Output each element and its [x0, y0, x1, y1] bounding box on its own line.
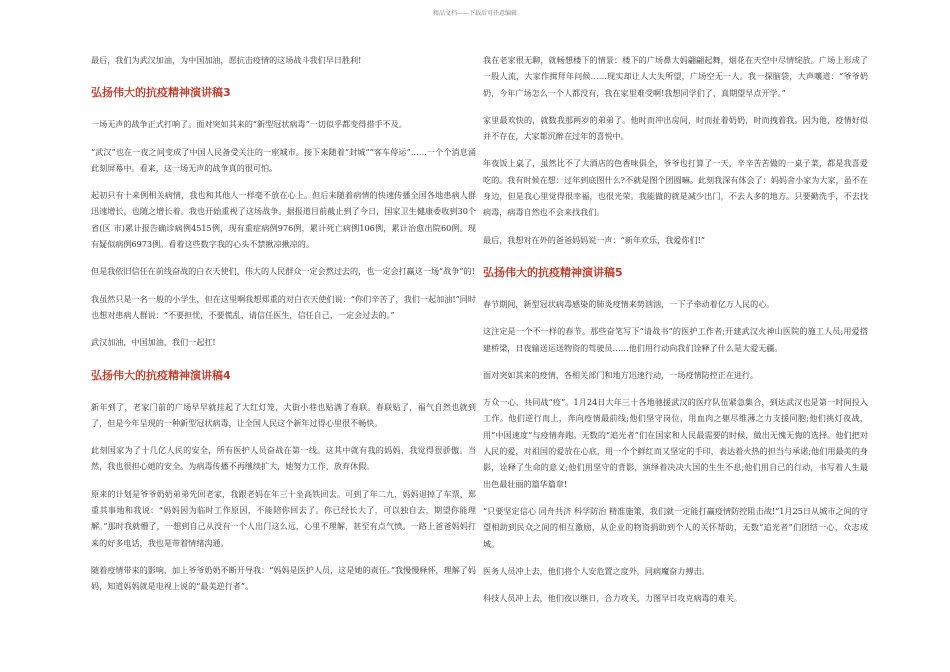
paragraph: 这注定是一个不一样的春节。那些奋笔写下“请战书”的医护工作者;开建武汉火神山医院的施工人员;用爱搭建桥梁，日夜输送运送物资的驾驶员……他们用行动向我们诠释了什么是大爱无疆。	[483, 326, 868, 353]
section-heading: 弘扬伟大的抗疫精神演讲稿4	[91, 368, 231, 382]
paragraph: “只要坚定信心 同舟共济 科学防治 精准施策，我们就一定能打赢疫情防控阻击战!”1月25日从城市之间的守望相助到民众之间的相互激励，从企业的物资捐助到个人的关怀帮助，无数“追光者”们团结一心，众志成城。	[483, 505, 868, 549]
paragraph: 我在老家很无聊，就畅想楼下的情景：楼下的广场鼻大妈翩翩起舞，烟花在天空中尽情绽放。广场上形成了一股人流，大家作揖拜年问候……现实却让人大失所望，广场空无一人。我一探脑袋，大声嚷道：“爷爷奶奶，今年广场怎么一个人都没有，我在家里难受啊!我想同学们了，真期望早点开学。”	[483, 55, 868, 98]
paragraph: 家里最欢快的，就数我那两岁的弟弟了。他时而冲出房间，时而扯着奶奶，时而拽着我。因为他，疫情好似并不存在，大家都沉醉在过年的喜悦中。	[483, 114, 868, 142]
paragraph: 原来的计划是爷爷奶奶弟弟先回老家，我跟老妈在年三十坐高铁回去。可到了年二九，妈妈退掉了车票，郑重其事地和我说：“妈妈因为临时工作原因，不能陪你回去了。你已经长大了，可以独自去，期望你能理解。”那时我就懵了，一想到自己从没有一个人出门这么远，心里不理解，甚至有点气愤。一路上爸爸妈妈打来的好多电话，我也是带着情绪沟通。	[91, 488, 476, 548]
paragraph: 起初只有十来例相关病情，我也和其他人一样毫不放在心上。但后来随着病情的快速传播全国各地患病人群迅速增长，也随之增长着。我也开始重视了这场战争。据报道目前截止到了今日，国家卫生健康委收到30个省(区 市)累计报告确诊病例4515例，现有重症病例976例，累计死亡病例106例，累计治愈出院60例。现有疑似病例6973例。看着这些数字我的心头不禁揪凉揪凉的。	[91, 190, 476, 250]
section-heading: 弘扬伟大的抗疫精神演讲稿3	[91, 86, 231, 100]
paragraph: 我虽然只是一名一般的小学生，但在这里啊我想郑重的对白衣天使们说：“你们辛苦了，我们一起加油!”同时也想对患病人群说：“不要担忧，不要慌乱，请信任医生，信任自己，一定会过去的。”	[91, 293, 476, 320]
paragraph: 随着疫情带来的影响，加上爷爷奶奶不断开导我：“妈妈是医护人员，这是她的责任。”我慢慢释怀，理解了妈妈，知道妈妈就是电视上说的“最美逆行者”。	[91, 564, 476, 592]
paragraph: 但是我依旧信任在前线奋战的白衣天使们，伟大的人民群众一定会熬过去的，也一定会打赢这一场“战争”的!	[91, 266, 475, 277]
paragraph: 科技人员冲上去，他们夜以继日，合力攻关，力图早日攻克病毒的难关。	[483, 593, 743, 604]
paragraph: 医务人员冲上去，他们将个人安危置之度外，同病魔奋力搏击。	[483, 565, 710, 576]
left-column	[91, 52, 476, 606]
paragraph: 此刻国家为了十几亿人民的安全，所有医护人员奋战在第一线。这其中就有我的妈妈，我觉得很骄傲。当然，我也很担心她的安全。为病毒传播不再继续扩大，她努力工作，放弃休假。	[91, 445, 476, 472]
paragraph: 一场无声的战争正式打响了。面对突如其来的“新型冠状病毒”一切似乎都变得措手不及。	[91, 119, 407, 130]
paragraph: 年夜饭上桌了，虽然比不了大酒店的色香味俱全，爷爷也打算了一天，辛辛苦苦做的一桌子菜，都是我喜爱吃的。我有时候在想：过年到底图什么?不就是图个团圆嘛。此刻我深有体会了：妈妈舍小家为大家，虽不在身边，但是我心里觉得很幸福，也很光荣。我能做的就是减少出门，不去人多的地方。只要勤洗手，不去找病毒，病毒自然也不会来找我们。	[483, 158, 868, 218]
paragraph: 武汉加油，中国加油，我们一起扛!	[91, 337, 216, 348]
section-heading: 弘扬伟大的抗疫精神演讲稿5	[483, 265, 623, 279]
paragraph: 最后，我们为武汉加油，为中国加油，愿抗击疫情的这场战斗我们早日胜利!	[91, 55, 362, 65]
paragraph: 春节期间，新型冠状病毒感染的肺炎疫情来势汹汹，一下子牵动着亿万人民的心。	[483, 298, 775, 309]
paragraph: 最后，我想对在外的爸爸妈妈说一声：“新年欢乐，我爱你们!”	[483, 234, 705, 245]
paragraph: 万众一心，共同战“疫”。1月24日大年三十各地驰援武汉的医疗队伍紧急集合，到达武汉也是第一时间投入工作。他们逆行而上，奔向疫情最前线;他们坚守岗位，用血肉之躯尽维薄之力支援同胞;他们挑灯夜战，用“中国速度”与疫情奔跑。无数的“追光者”们在国家和人民最需要的时候，做出无愧无悔的选择。他们把对人民的爱，对祖国的爱放在心底，用一个个鲜红而又坚定的手印，表达着火热的担当与承诺;他们用最美的身影，诠释了生命的意义;他们用坚守的背影，演绎着决决大国的生生不息;他们用自己的行动，书写着人生最出色最壮丽的篇华篇章!	[483, 397, 868, 489]
paragraph: “武汉”也在一夜之间变成了中国人民备受关注的一座城市。接下来随着“封城”“客车停运”……一个个消息涌此刻屏幕中。看来，这一场无声的战争真的很可怕。	[91, 146, 476, 173]
paragraph: 面对突如其来的疫情，各相关部门和地方迅速行动，一场疫情防控正在进行。	[483, 369, 759, 380]
right-column	[483, 52, 868, 617]
paragraph: 新年到了，老家门前的广场早早就挂起了大红灯笼，大街小巷也贴满了春联。春联贴了，福气自然也就到了，但是今年呈现的一种新型冠状病毒，让全国人民这个新年过得心里很不畅快。	[91, 401, 476, 428]
page-header: 精品文档——下载后可任意编辑	[432, 10, 517, 17]
